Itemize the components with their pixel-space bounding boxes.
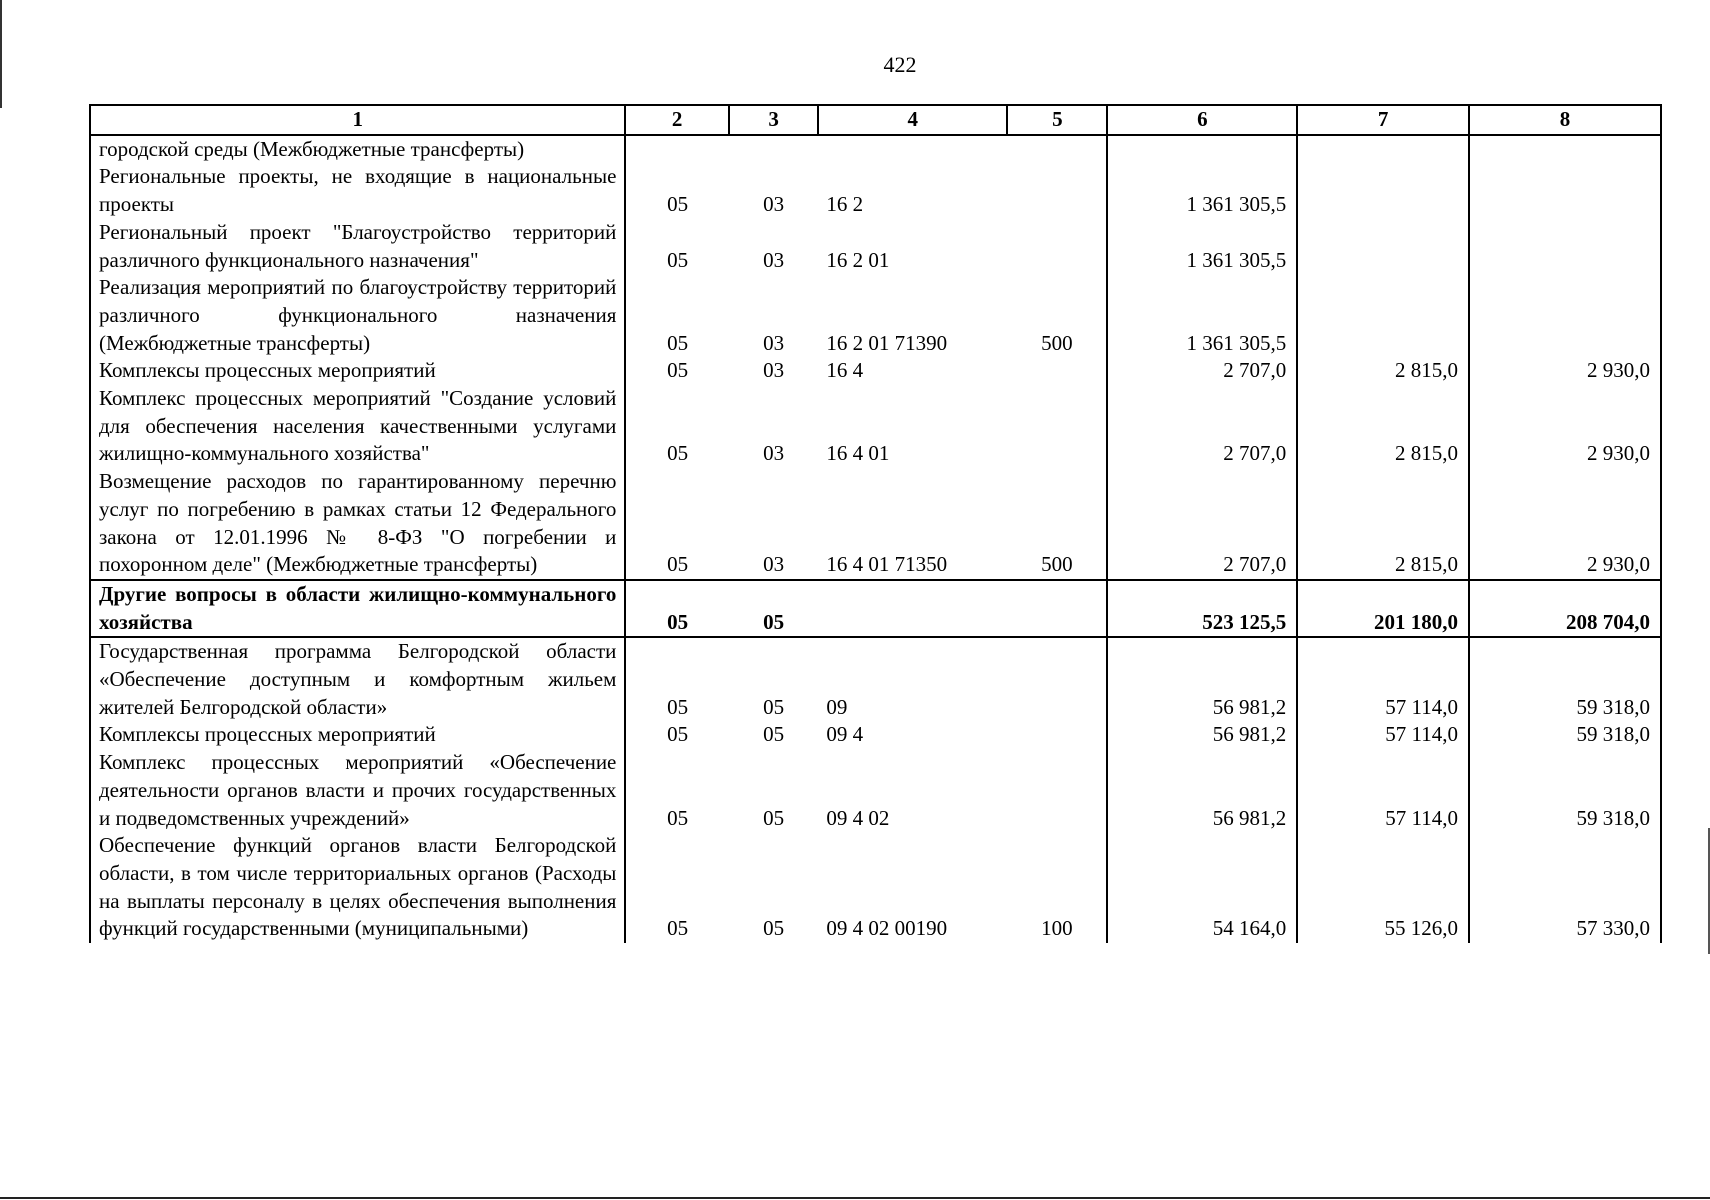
row-y3: 59 318,0 [1469,749,1661,832]
row-csr: 16 4 [826,358,864,383]
row-y3: 59 318,0 [1469,637,1661,721]
row-name: Возмещение расходов по гарантированному перечню услуг по погребению в рамках статьи 12 Федерального закона от 12.01.1996 № 8-ФЗ "О погребении и похоронном деле" (Межбюджетные трансферты) [90,468,625,580]
row-vr: 100 [1007,832,1107,943]
row-y2: 2 815,0 [1297,385,1469,468]
row-vr [1007,219,1107,274]
row-vr [1007,357,1107,385]
row-y1: 54 164,0 [1107,832,1297,943]
row-y3 [1469,135,1661,164]
row-csr: 16 4 01 [826,441,890,466]
row-y2: 57 114,0 [1297,721,1469,749]
row-pr: 05 [763,805,785,830]
row-y1: 523 125,5 [1107,580,1297,637]
row-csr: 16 4 01 71350 [826,552,948,577]
row-rz: 05 [625,832,728,943]
row-vr: 500 [1007,468,1107,580]
header-row [90,105,1661,135]
row-csr: 09 4 02 00190 [826,916,948,941]
row-rz: 05 [625,163,728,218]
row-pr: 05 [763,694,785,719]
row-y1 [1107,135,1297,164]
table-row [90,274,1661,357]
row-y3: 2 930,0 [1469,468,1661,580]
table-row [90,219,1661,274]
row-csr: 09 4 [826,722,864,747]
row-rz: 05 [625,385,728,468]
row-y2 [1297,163,1469,218]
row-rz: 05 [625,721,728,749]
row-csr: 16 2 [826,192,864,217]
row-pr: 03 [763,358,785,383]
row-y3 [1469,219,1661,274]
row-csr: 09 4 02 [826,805,890,830]
header-cell: 7 [1297,105,1469,135]
row-vr [1007,163,1107,218]
row-pr: 03 [763,192,785,217]
table-row [90,721,1661,749]
row-pr: 03 [763,247,785,272]
budget-table [89,104,1662,943]
row-y1: 2 707,0 [1107,468,1297,580]
table-row [90,832,1661,943]
header-cell: 6 [1107,105,1297,135]
row-y3 [1469,274,1661,357]
row-rz: 05 [625,219,728,274]
row-y3: 208 704,0 [1469,580,1661,637]
row-y3: 59 318,0 [1469,721,1661,749]
table-body [90,135,1661,943]
row-name: Региональные проекты, не входящие в национальные проекты [90,163,625,218]
row-y1: 56 981,2 [1107,721,1297,749]
section-total-row [90,580,1661,637]
row-y1: 56 981,2 [1107,749,1297,832]
row-rz: 05 [625,274,728,357]
row-csr: 16 2 01 71390 [826,330,948,355]
row-y1: 2 707,0 [1107,357,1297,385]
row-y2: 2 815,0 [1297,357,1469,385]
row-y3: 2 930,0 [1469,357,1661,385]
header-cell: 2 [625,105,728,135]
row-pr: 03 [763,552,785,577]
row-y1: 56 981,2 [1107,637,1297,721]
row-y2: 57 114,0 [1297,749,1469,832]
row-name: Комплекс процессных мероприятий "Создание условий для обеспечения населения качественными услугами жилищно-коммунального хозяйства" [90,385,625,468]
row-pr: 05 [729,580,819,637]
row-y1: 1 361 305,5 [1107,163,1297,218]
row-name: Комплексы процессных мероприятий [90,357,625,385]
row-csr [818,135,1007,164]
row-csr: 09 [826,694,848,719]
row-pr [729,135,819,164]
row-name: Региональный проект "Благоустройство территорий различного функционального назначения" [90,219,625,274]
header-cell: 5 [1007,105,1107,135]
row-name: Комплекс процессных мероприятий «Обеспечение деятельности органов власти и прочих государственных и подведомственных учреждений» [90,749,625,832]
row-y2: 57 114,0 [1297,637,1469,721]
row-y3 [1469,163,1661,218]
row-y2 [1297,219,1469,274]
row-name: Обеспечение функций органов власти Белгородской области, в том числе территориальных органов (Расходы на выплаты персоналу в целях обеспечения выполнения функций государственными (муниципальными) [90,832,625,943]
header-cell: 4 [818,105,1007,135]
header-cell: 1 [90,105,625,135]
table-row [90,637,1661,721]
row-y2: 55 126,0 [1297,832,1469,943]
row-rz: 05 [625,637,728,721]
row-name: Комплексы процессных мероприятий [90,721,625,749]
row-name: Другие вопросы в области жилищно-коммунального хозяйства [90,580,625,637]
row-csr [818,580,1007,637]
header-cell: 3 [729,105,819,135]
row-y3: 57 330,0 [1469,832,1661,943]
row-vr [1007,580,1107,637]
table-row [90,135,1661,164]
row-csr: 16 2 01 [826,247,890,272]
row-pr: 05 [763,916,785,941]
row-rz: 05 [625,468,728,580]
row-pr: 03 [763,330,785,355]
row-y1: 2 707,0 [1107,385,1297,468]
row-y3: 2 930,0 [1469,385,1661,468]
row-y1: 1 361 305,5 [1107,274,1297,357]
row-rz: 05 [625,357,728,385]
row-pr: 05 [763,722,785,747]
table-row [90,357,1661,385]
table-row [90,385,1661,468]
row-y1: 1 361 305,5 [1107,219,1297,274]
table-row [90,468,1661,580]
row-y2 [1297,274,1469,357]
row-rz: 05 [625,749,728,832]
row-vr: 500 [1007,274,1107,357]
row-vr [1007,637,1107,721]
page-number: 422 [883,52,917,77]
row-y2: 201 180,0 [1297,580,1469,637]
scan-bottom-rule [0,1197,1710,1199]
row-name: Государственная программа Белгородской области «Обеспечение доступным и комфортным жильем жителей Белгородской области» [90,637,625,721]
row-name: Реализация мероприятий по благоустройству территорий различного функционального назначения (Межбюджетные трансферты) [90,274,625,357]
row-pr: 03 [763,441,785,466]
table-row [90,163,1661,218]
row-vr [1007,385,1107,468]
table-header [90,105,1661,135]
row-vr [1007,749,1107,832]
header-cell: 8 [1469,105,1661,135]
row-y2 [1297,135,1469,164]
table-row [90,749,1661,832]
row-rz [625,135,728,164]
row-y2: 2 815,0 [1297,468,1469,580]
row-rz: 05 [625,580,728,637]
row-name: городской среды (Межбюджетные трансферты) [90,135,625,164]
row-vr [1007,135,1107,164]
row-vr [1007,721,1107,749]
